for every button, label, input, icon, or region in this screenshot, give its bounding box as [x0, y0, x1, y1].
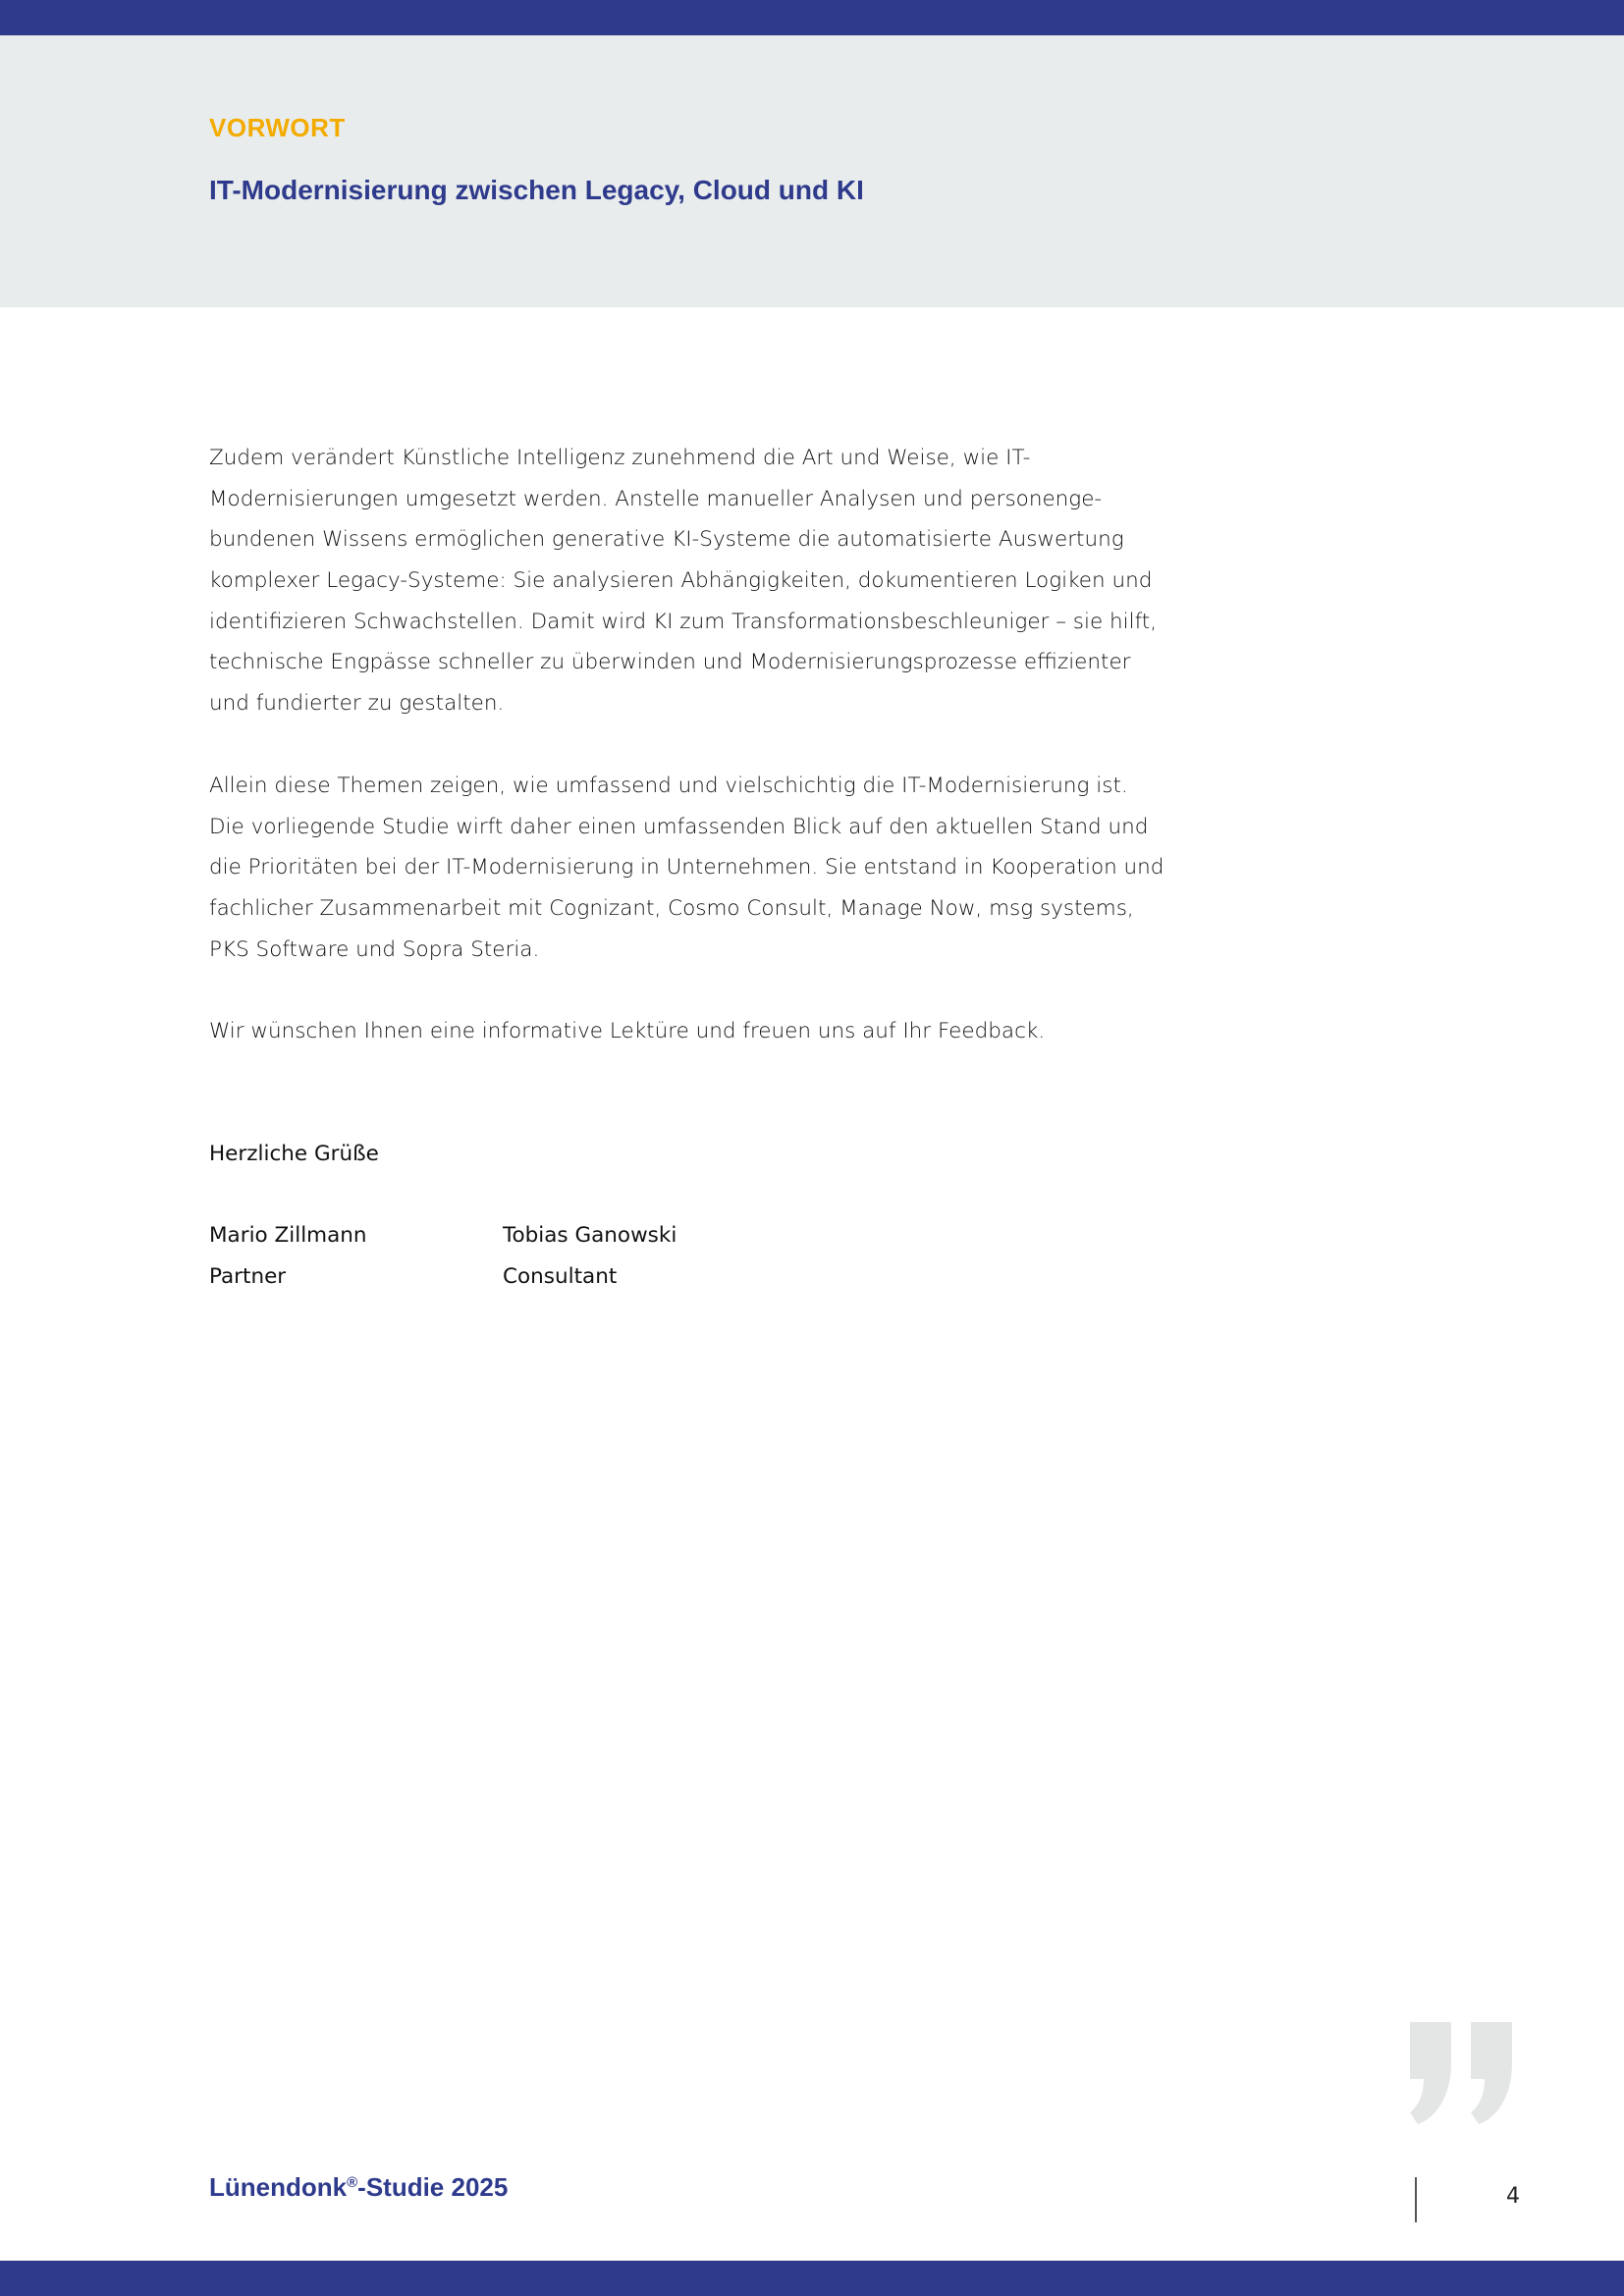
text-line: Die vorliegende Studie wirft daher einen umfassenden Blick auf den aktuellen Stand und — [209, 814, 1149, 839]
text-line: technische Engpässe schneller zu überwinden und Modernisierungsprozesse effizienter — [209, 650, 1131, 675]
top-brand-bar — [0, 0, 1624, 35]
text-line: fachlicher Zusammenarbeit mit Cognizant, Cosmo Consult, Manage Now, msg systems, — [209, 895, 1134, 921]
signer-role: Partner — [209, 1264, 287, 1289]
text-line: bundenen Wissens ermöglichen generative KI-Systeme die automatisierte Auswertung — [209, 527, 1124, 553]
signer-role: Consultant — [503, 1264, 618, 1289]
footer-divider — [1415, 2177, 1417, 2222]
text-line: Modernisierungen umgesetzt werden. Anstelle manueller Analysen und personenge- — [209, 486, 1103, 511]
footer-brand: Lünendonk — [209, 2172, 348, 2202]
header-band — [0, 35, 1624, 307]
signer-name: Mario Zillmann — [209, 1223, 367, 1248]
text-line: Zudem verändert Künstliche Intelligenz zunehmend die Art und Weise, wie IT- — [209, 446, 1031, 470]
text-line: und fundierter zu gestalten. — [209, 691, 505, 717]
text-line: PKS Software und Sopra Steria. — [209, 936, 540, 962]
closing-greeting: Herzliche Grüße — [209, 1142, 379, 1166]
paragraph — [209, 1011, 1201, 1052]
text-line: die Prioritäten bei der IT-Modernisierung in Unternehmen. Sie entstand in Kooperation und — [209, 855, 1164, 881]
footer-study-title — [209, 2172, 508, 2203]
paragraph — [209, 766, 1201, 970]
signer-block — [209, 1215, 367, 1298]
signer-block — [503, 1215, 677, 1298]
signer-name: Tobias Ganowski — [503, 1223, 677, 1248]
text-line: Allein diese Themen zeigen, wie umfassend und vielschichtig die IT-Modernisierung ist. — [209, 773, 1128, 798]
paragraph — [209, 438, 1201, 724]
bottom-brand-bar — [0, 2261, 1624, 2296]
page-number: 4 — [1506, 2184, 1520, 2209]
closing-quote-icon — [1410, 2022, 1522, 2124]
text-line: komplexer Legacy-Systeme: Sie analysieren Abhängigkeiten, dokumentieren Logiken und — [209, 568, 1153, 594]
section-label: VORWORT — [209, 113, 346, 142]
registered-mark: ® — [347, 2174, 358, 2191]
footer-study-label: -Studie 2025 — [357, 2172, 509, 2202]
page-title: IT-Modernisierung zwischen Legacy, Cloud und KI — [209, 175, 864, 205]
text-line: Wir wünschen Ihnen eine informative Lektüre und freuen uns auf Ihr Feedback. — [209, 1019, 1046, 1044]
text-line: identifizieren Schwachstellen. Damit wird KI zum Transformationsbeschleuniger – sie hilft, — [209, 609, 1158, 634]
body-text — [209, 438, 1201, 1094]
